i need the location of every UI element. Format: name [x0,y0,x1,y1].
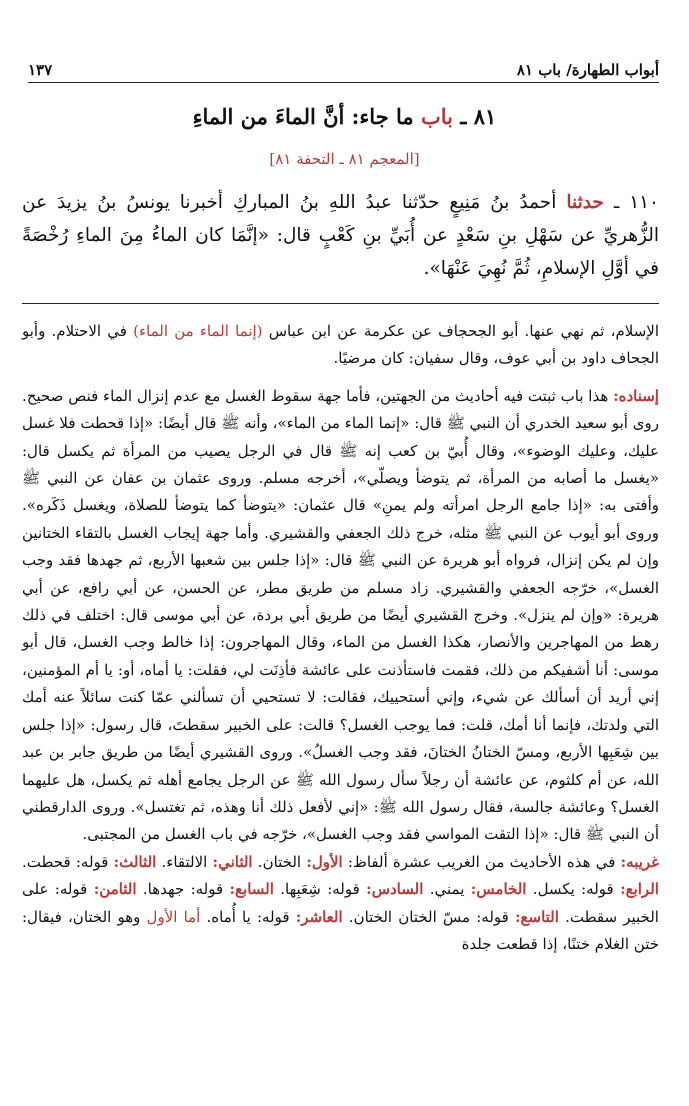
commentary-text: الإسلام، ثم نهي عنها. أبو الجحجاف عن عكرمة عن ابن عباس [268,322,659,340]
hadith-body: أحمدُ بنُ مَنِيعٍ حدّثنا عبدُ اللهِ بنُ المباركِ أخبرنا يونسُ بنُ يزيدَ عن الزُّهريِّ عن سَهْلِ بنِ سَعْدٍ عن أُبَيِّ بنِ كَعْبٍ قال: «إنَّمَا كان الماءُ مِنَ الماءِ رُخْصَةً في أوَّلِ الإسلامِ، ثُمَّ نُهِيَ عَنْهَا». [22,192,660,279]
word-label: أما الأول [146,907,201,926]
word-text: قوله: قحطت. [22,852,109,871]
chapter-reference: [المعجم ٨١ ـ التحفة ٨١] [269,150,420,168]
word-label: العاشر: [295,907,343,926]
isnad-text: هذا باب ثبتت فيه أحاديث من الجهتين، فأما جهة سقوط الغسل مع عدم إنزال الماء فنص صحيح. روى أبو سعيد الخدري أن النبي ﷺ قال: «إنما الماء من الماء»، وأنه ﷺ قال أيضًا: «إذا قحطت فلا غسل عليك، وعليك الوضوء»، وقال أُبيّ بن كعب إنه ﷺ قال في الرجل يصيب من المرأة ثم يكسل قال: «يغسل ما أصابه من المرأة، ثم يتوضأ ويصلّي»، أخرجه مسلم. وروى عثمان بن عفان عن النبي ﷺ وأفتى به: «إذا جامع الرجل امرأته ولم يمنِ» قال عثمان: «يتوضأ كما يتوضأ للصلاة، ويغسل ذَكَره». وروى أبو أيوب عن النبي ﷺ مثله، خرج ذلك الجعفي والقشيري. وأما جهة إيجاب الغسل بالتقاء الختانين وإن لم يكن إنزال، فرواه أبو هريرة عن النبي ﷺ قال: «إذا جلس بين شعبها الأربع، ثم جهدها فقد وجب الغسل»، خرّجه الجعفي والقشيري. زاد مسلم من طريق مطر، عن الحسن، عن أبي رافع، عن أبي هريرة: «وإن لم ينزل». وخرج القشيري أيضًا من طريق أبي بردة، عن أبي موسى قال: اختلف في ذلك رهط من المهاجرين والأنصار، هكذا الغسل من الماء، وقال المهاجرون: إذا خالط وجب الغسل، قال أبو موسى: أنا أشفيكم من ذلك، فقمت فاستأذنت على عائشة فأذِنَت لي، فقلت: يا أماه، أو: يا أم المؤمنين، إني أريد أن أسألك عن شيء، وإني أستحييك، فقالت: لا تستحيي أن تسألني عمّا كنت سائلاً عنه أمك التي ولدتك، فإنما أنا أمك، قلت: فما يوجب الغسل؟ قالت: على الخبير سقطتَ، قال رسول: «إذا جلس بين شِعَبِها الأربع، ومسّ الختانُ الختانَ، فقد وجب الغسلُ». وروى القشيري أيضًا من طريق جابر بن عبد الله، عن أم كلثوم، عن عائشة أن رجلاً سأل رسول الله ﷺ عن الرجل يجامع أهله ثم يكسل، هل عليهما الغسل؟ وعائشة جالسة، فقال رسول الله ﷺ: «إني لأفعل ذلك أنا وهذه، ثم تغتسل». وروى الدارقطني أن النبي ﷺ قال: «إذا التقت المواسي فقد وجب الغسل»، خرّجه في باب الغسل من المجتبى. [22,386,659,844]
commentary [22,318,659,958]
word-text: يمني. [429,880,465,899]
word-label: الأول: [306,852,343,871]
word-text: قوله: يا أُماه. [206,907,290,926]
chapter-title-text: ما جاء: أنَّ الماءَ من الماءِ [192,104,414,129]
word-text: قوله: على الخبير سقطت. [22,880,659,926]
word-text: قوله: شِعَبِها. [280,880,360,899]
gharib-paragraph [22,849,659,959]
footnote-rule [22,303,659,304]
paragraph-gap [22,373,659,383]
commentary-paragraph-1 [22,318,659,373]
word-label: الرابع: [620,880,659,899]
word-label: السادس: [366,880,424,899]
word-label: الخامس: [470,880,527,899]
word-text: قوله: جهدها. [142,880,224,899]
hadith-text [22,186,659,285]
word-label: الثالث: [113,852,157,871]
isnad-label: إسناده: [613,386,659,405]
chapter-keyword: باب [420,104,453,129]
word-text: قوله: يكسل. [532,880,614,899]
word-label: الثامن: [93,880,137,899]
word-text: الالتقاء. [161,852,208,871]
chapter-title [0,104,689,129]
page-number: ١٣٧ [28,61,53,79]
chapter-number: ٨١ ـ [460,104,497,129]
running-head [28,58,659,82]
header-rule [28,82,659,83]
word-label: السابع: [229,880,274,899]
hadith-number: ١١٠ ـ [613,192,659,213]
word-label: الثاني: [212,852,253,871]
highlighted-hadith: (إنما الماء من الماء) [133,322,263,340]
running-head-section: أبواب الطهارة/ باب ٨١ [516,61,659,79]
gharib-label: غريبه: [620,852,660,871]
isnad-paragraph [22,383,659,849]
word-text: الختان. [257,852,302,871]
commentary-text: في الاحتلام. وأبو الجحاف داود بن أبي عوف، وقال سفيان: كان مرضيًا. [22,322,659,368]
word-label: التاسع: [515,907,559,926]
hadith-keyword: حدثنا [566,192,604,213]
word-text: قوله: مسّ الختان الختان. [348,907,509,926]
gharib-text: في هذه الأحاديث من الغريب عشرة ألفاظ: [347,852,616,871]
word-text: وهو الختان، فيقال: ختن الغلام ختنًا، إذا قطعت جلدة [22,907,659,953]
